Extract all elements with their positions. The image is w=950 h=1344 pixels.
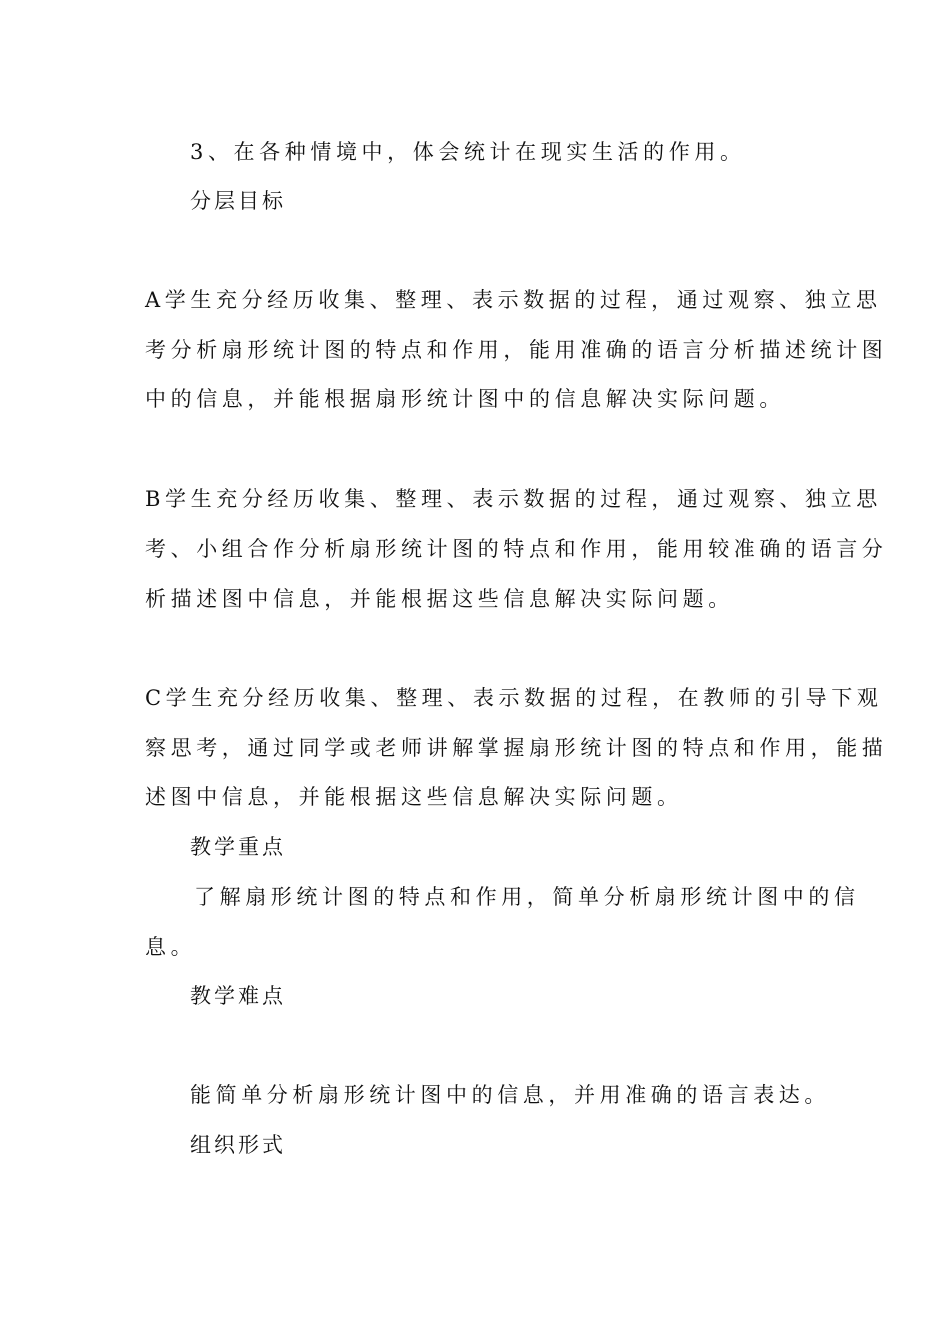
heading-organization: 组织形式 bbox=[190, 1133, 286, 1157]
goal-b-line-3: 析描述图中信息，并能根据这些信息解决实际问题。 bbox=[145, 587, 734, 611]
goal-b-line-2: 考、小组合作分析扇形统计图的特点和作用，能用较准确的语言分 bbox=[145, 537, 888, 561]
goal-c-line-3: 述图中信息，并能根据这些信息解决实际问题。 bbox=[145, 785, 683, 809]
goal-item-3: 3、在各种情境中，体会统计在现实生活的作用。 bbox=[190, 140, 746, 164]
goal-c-line-1: C学生充分经历收集、整理、表示数据的过程，在教师的引导下观 bbox=[145, 686, 883, 710]
goal-c-line-2: 察思考，通过同学或老师讲解掌握扇形统计图的特点和作用，能描 bbox=[145, 736, 888, 760]
goal-a-line-1: A学生充分经历收集、整理、表示数据的过程，通过观察、独立思 bbox=[145, 288, 882, 312]
difficulties-text: 能简单分析扇形统计图中的信息，并用准确的语言表达。 bbox=[190, 1083, 830, 1107]
goal-a-line-2: 考分析扇形统计图的特点和作用，能用准确的语言分析描述统计图 bbox=[145, 338, 888, 362]
heading-key-points: 教学重点 bbox=[190, 835, 286, 859]
key-points-line-2: 息。 bbox=[145, 935, 197, 959]
goal-a-line-3: 中的信息，并能根据扇形统计图中的信息解决实际问题。 bbox=[145, 387, 785, 411]
goal-b-line-1: B学生充分经历收集、整理、表示数据的过程，通过观察、独立思 bbox=[145, 487, 882, 511]
heading-tiered-goals: 分层目标 bbox=[190, 189, 286, 213]
key-points-line-1: 了解扇形统计图的特点和作用，简单分析扇形统计图中的信 bbox=[194, 885, 860, 909]
heading-difficulties: 教学难点 bbox=[190, 984, 286, 1008]
